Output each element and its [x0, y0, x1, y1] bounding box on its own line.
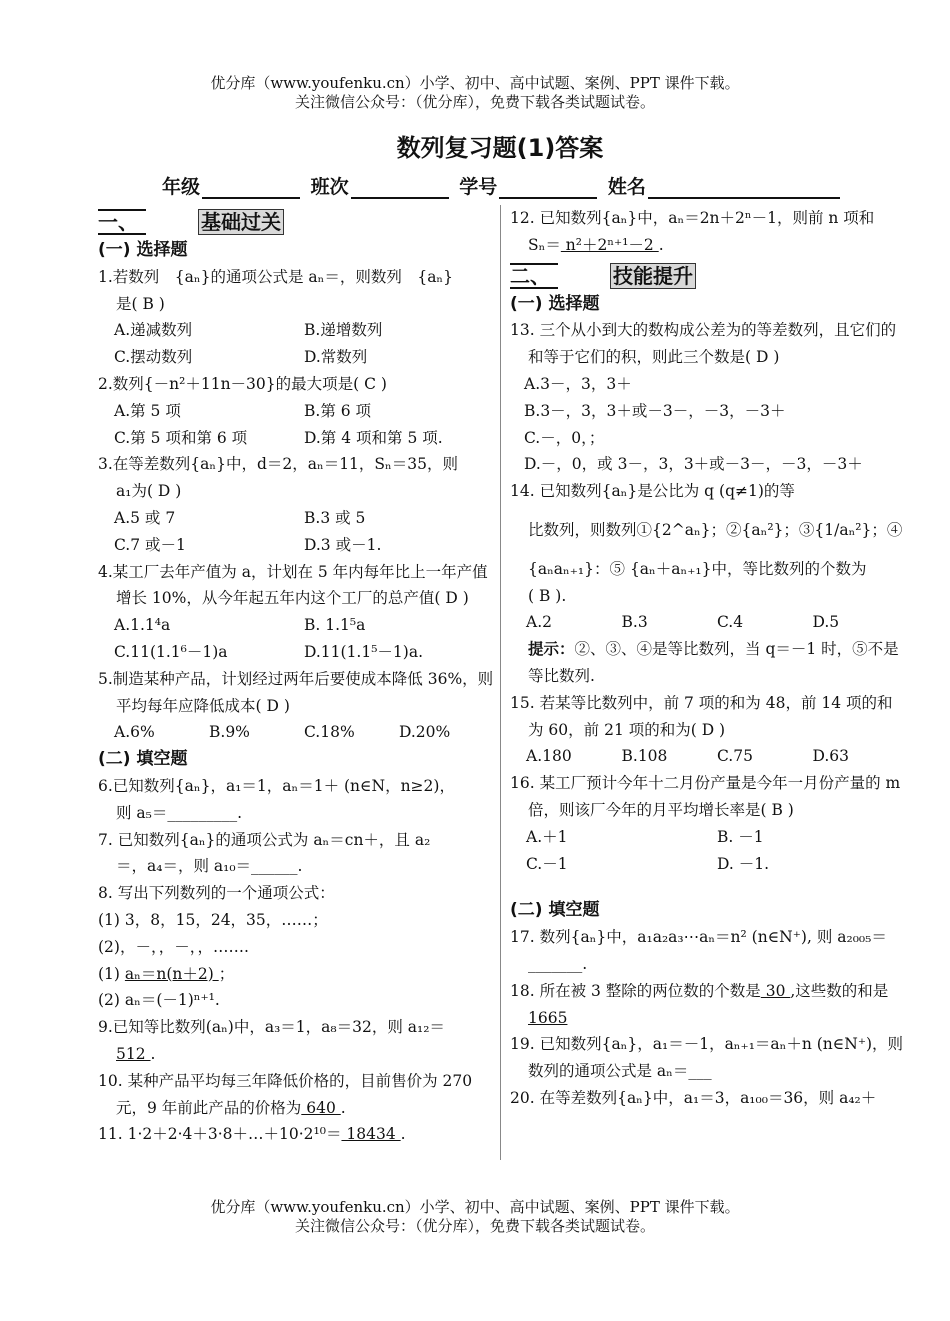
question-15: 15. 若某等比数列中，前 7 项的和为 48，前 14 项的和为 60，前 21 项的和为( D )	[510, 693, 893, 739]
class-label: 班次	[310, 176, 349, 198]
option: A.5 或 7	[114, 508, 176, 527]
subsection-fill-2: (二) 填空题	[510, 900, 600, 921]
text: 18. 所在被 3 整除的两位数的个数是	[510, 981, 761, 1000]
text: ；	[218, 964, 235, 983]
option: C.－，0，；	[524, 428, 605, 447]
text: .	[400, 1125, 406, 1144]
option: B.9%	[209, 723, 250, 742]
footer-line-1: 优分库（www.youfenku.cn）小学、初中、高中试题、案例、PPT 课件下载。	[210, 1198, 740, 1216]
option: C.11(1.1⁶－1)a	[114, 642, 228, 661]
question-14-answer: ( B ).	[528, 586, 567, 605]
option: C.第 5 项和第 6 项	[114, 428, 248, 447]
text: 11. 1·2＋2·4＋3·8＋…＋10·2¹⁰＝	[98, 1125, 342, 1144]
student-info-line	[162, 172, 844, 199]
option: B.第 6 项	[304, 401, 372, 420]
option: A.6%	[114, 723, 155, 742]
header-line-1: 优分库（www.youfenku.cn）小学、初中、高中试题、案例、PPT 课件下载。	[210, 74, 740, 92]
question-8-part1: (1) 3，8，15，24，35，……；	[98, 910, 328, 929]
question-4-options	[98, 612, 494, 639]
option: D.20%	[399, 723, 451, 742]
option: C.18%	[304, 723, 355, 742]
question-12-answer	[510, 232, 908, 259]
option: B.递增数列	[304, 321, 383, 340]
option: A.180	[526, 747, 572, 766]
question-2-options-row2	[98, 425, 494, 452]
answer: 18434	[341, 1125, 401, 1144]
answer: 512	[116, 1044, 151, 1063]
name-blank[interactable]	[648, 177, 840, 199]
right-column	[510, 205, 908, 1112]
answer: aₙ＝n(n＋2)	[124, 964, 219, 983]
option: A.第 5 项	[114, 401, 181, 420]
question-1-options-row2	[98, 344, 494, 371]
option: A.递减数列	[114, 321, 193, 340]
question-8-answer2: (2) aₙ＝(－1)ⁿ⁺¹.	[98, 991, 220, 1010]
question-19: 19. 已知数列{aₙ}，a₁＝－1，aₙ₊₁＝aₙ＋n (n∈N⁺)，则数列的通项公式是 aₙ＝___	[510, 1035, 904, 1081]
question-17: 17. 数列{aₙ}中，a₁a₂a₃⋯aₙ＝n² (n∈N⁺), 则 a₂₀₀₅＝	[510, 928, 887, 947]
page-title: 数列复习题(1)答案	[396, 134, 604, 162]
answer: 1665	[528, 1008, 568, 1027]
hint	[510, 636, 908, 690]
question-6-line2: 则 a₅＝_________.	[116, 803, 243, 822]
option: C.4	[717, 613, 744, 632]
question-14: 14. 已知数列{aₙ}是公比为 q (q≠1)的等	[510, 482, 795, 501]
option: C.75	[717, 747, 753, 766]
question-16-options-row2	[510, 851, 908, 878]
option: C.摆动数列	[114, 348, 193, 367]
option: A.2	[526, 613, 552, 632]
option: C.－1	[526, 854, 568, 873]
option: B.3	[621, 613, 648, 632]
option: D.63	[812, 747, 850, 766]
question-9-answer	[98, 1041, 494, 1068]
answer: 640	[301, 1098, 341, 1117]
option: A.1.1⁴a	[114, 616, 171, 635]
section-2-number: 二、	[510, 263, 558, 289]
question-17-line2: _______.	[528, 954, 588, 973]
option: D. －1.	[717, 854, 770, 873]
question-1: 1.若数列 {aₙ}的通项公式是 aₙ＝，则数列 {aₙ}	[98, 267, 454, 286]
question-2: 2.数列{－n²＋11n－30}的最大项是( C )	[98, 374, 387, 393]
section-1-heading	[98, 207, 494, 237]
option: A.3－，3，3＋	[524, 374, 632, 393]
question-8: 8. 写出下列数列的一个通项公式：	[98, 884, 335, 903]
question-3-options-row2	[98, 532, 494, 559]
question-5: 5.制造某种产品，计划经过两年后要使成本降低 36%，则平均每年应降低成本( D )	[98, 669, 494, 715]
question-12: 12. 已知数列{aₙ}中，aₙ＝2n＋2ⁿ－1，则前 n 项和	[510, 209, 875, 227]
option: D.5	[812, 613, 840, 632]
option: D.第 4 项和第 5 项.	[304, 428, 443, 447]
text: Sₙ＝	[528, 235, 561, 254]
question-13: 13. 三个从小到大的数构成公差为的等差数列，且它们的和等于它们的积，则此三个数是( D )	[510, 321, 897, 367]
option: A.＋1	[526, 827, 568, 846]
left-column	[98, 205, 494, 1148]
answer: 30	[760, 981, 791, 1000]
option: C.7 或－1	[114, 535, 186, 554]
question-5-options	[98, 719, 494, 746]
question-1-answer: 是( B )	[116, 294, 165, 313]
question-2-options	[98, 398, 494, 425]
question-15-options	[510, 743, 908, 770]
option: B. －1	[717, 827, 764, 846]
subsection-fill: (二) 填空题	[98, 749, 188, 770]
option: D.常数列	[304, 348, 368, 367]
option: D.11(1.1⁵－1)a.	[304, 642, 424, 661]
id-label: 学号	[459, 176, 498, 198]
id-blank[interactable]	[499, 177, 597, 199]
text: .	[340, 1098, 346, 1117]
section-2-heading	[510, 261, 908, 291]
question-6: 6.已知数列{aₙ}，a₁＝1，aₙ＝1＋ (n∈N，n≥2)，	[98, 776, 455, 795]
question-10	[98, 1068, 494, 1122]
question-14-line3: {aₙaₙ₊₁}：⑤ {aₙ＋aₙ₊₁}中，等比数列的个数为	[528, 559, 867, 578]
spacer	[510, 877, 908, 897]
option: B.3 或 5	[304, 508, 366, 527]
option: D.－，0，或 3－，3，3＋或－3－，－3，－3＋	[524, 455, 863, 474]
footer-line-2: 关注微信公众号：（优分库），免费下载各类试题试卷。	[294, 1217, 655, 1235]
question-16-options	[510, 824, 908, 851]
section-1-name: 基础过关	[198, 209, 284, 235]
question-11	[98, 1121, 494, 1148]
question-14-options	[510, 609, 908, 636]
text: .	[150, 1044, 156, 1063]
question-9: 9.已知等比数列(aₙ)中，a₃＝1，a₈＝32，则 a₁₂＝	[98, 1018, 445, 1037]
option: D.3 或－1.	[304, 535, 382, 554]
subsection-choice: (一) 选择题	[98, 240, 188, 260]
grade-blank[interactable]	[202, 177, 300, 199]
question-7: 7. 已知数列{aₙ}的通项公式为 aₙ＝cn＋，且 a₂	[98, 830, 431, 849]
header-line-2: 关注微信公众号：（优分库），免费下载各类试题试卷。	[294, 93, 655, 111]
text: ,这些数的和是	[790, 981, 889, 1000]
grade-label: 年级	[162, 176, 201, 198]
hint-text: ②、③、④是等比数列，当 q＝－1 时，⑤不是等比数列.	[528, 640, 899, 685]
option: B.108	[621, 747, 668, 766]
option: B.3－，3，3＋或－3－，－3，－3＋	[524, 401, 786, 420]
question-20: 20. 在等差数列{aₙ}中，a₁＝3，a₁₀₀＝36，则 a₄₂＋	[510, 1088, 877, 1107]
hint-label: 提示：	[528, 639, 575, 659]
answer: n²＋2ⁿ⁺¹－2	[560, 235, 659, 254]
question-1-options	[98, 317, 494, 344]
question-3-options	[98, 505, 494, 532]
question-4: 4.某工厂去年产值为 a，计划在 5 年内每年比上一年产值增长 10%，从今年起五年内这个工厂的总产值( D )	[98, 562, 488, 608]
question-7-line2: ＝，a₄＝，则 a₁₀＝______.	[116, 857, 303, 876]
question-8-answer1	[98, 961, 494, 988]
question-14-line2: 比数列，则数列①{2^aₙ}；②{aₙ²}；③{1/aₙ²}；④	[528, 520, 903, 539]
section-2-name: 技能提升	[610, 263, 696, 289]
text: .	[658, 235, 664, 254]
class-blank[interactable]	[351, 177, 449, 199]
option: B. 1.1⁵a	[304, 616, 366, 635]
text: 10. 某种产品平均每三年降低价格的，目前售价为 270 元，9 年前此产品的价格为	[98, 1071, 473, 1117]
question-3-answer: a₁为( D )	[116, 482, 182, 501]
question-18	[510, 978, 908, 1032]
column-divider	[500, 205, 501, 1160]
question-4-options-row2	[98, 639, 494, 666]
question-3: 3.在等差数列{aₙ}中，d＝2，aₙ＝11，Sₙ＝35，则	[98, 455, 458, 474]
text: (1)	[98, 964, 125, 983]
subsection-choice-2: (一) 选择题	[510, 293, 600, 314]
question-8-part2: (2)，－，，－，，…….	[98, 937, 249, 956]
name-label: 姓名	[607, 176, 646, 198]
question-16: 16. 某工厂预计今年十二月份产量是今年一月份产量的 m 倍，则该厂今年的月平均增长率是( B )	[510, 774, 901, 819]
section-1-number: 一、	[98, 209, 146, 235]
